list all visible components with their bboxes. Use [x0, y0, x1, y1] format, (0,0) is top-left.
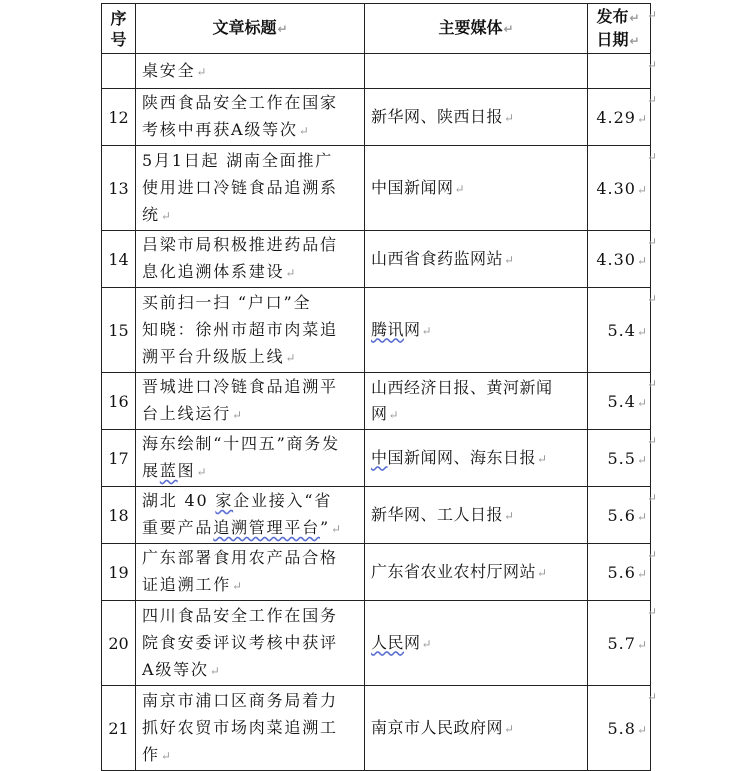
row-num: 16 [102, 373, 136, 430]
header-date-line: 日期↵ [596, 29, 640, 49]
row-title [136, 231, 365, 288]
row-date: 5.4↵ [588, 373, 651, 430]
return-mark-icon: ↵ [646, 92, 657, 107]
row-title [136, 601, 365, 686]
continuation-row [102, 54, 651, 89]
row-media [365, 686, 588, 771]
row-title [136, 487, 365, 544]
media-line: 山西省食药监网站↵ [371, 248, 515, 268]
row-media [365, 146, 588, 231]
table-row [102, 373, 651, 430]
table-row [102, 89, 651, 146]
return-mark-icon: ↵ [646, 604, 657, 619]
return-mark-icon: ↵ [646, 689, 657, 704]
row-num: 20 [102, 601, 136, 686]
table-row [102, 601, 651, 686]
header-num-line: 序 [110, 8, 127, 28]
row-num: 15 [102, 288, 136, 373]
title-line: 南京市浦口区商务局着力 [142, 690, 338, 710]
media-line: 中国新闻网↵ [371, 177, 466, 197]
row-date: 4.29↵ [588, 89, 651, 146]
row-date: 4.30↵ [588, 146, 651, 231]
row-date: 5.6↵ [588, 487, 651, 544]
return-mark-icon: ↵ [646, 234, 657, 249]
header-date [588, 4, 651, 54]
row-title [136, 288, 365, 373]
title-line: 台上线运行↵ [142, 404, 244, 423]
return-mark-icon: ↵ [646, 7, 657, 22]
row-media [365, 601, 588, 686]
row-num: 19 [102, 544, 136, 601]
media-line: 新华网、工人日报↵ [371, 504, 515, 524]
row-date: 5.8↵ [588, 686, 651, 771]
row-num: 21 [102, 686, 136, 771]
row-date [588, 54, 651, 89]
row-media [365, 54, 588, 89]
media-line: 南京市人民政府网↵ [371, 717, 515, 737]
title-line: 晋城进口冷链食品追溯平 [142, 377, 338, 396]
media-line: 中国新闻网、海东日报↵ [371, 447, 548, 467]
table-row [102, 686, 651, 771]
row-num: 18 [102, 487, 136, 544]
return-mark-icon: ↵ [646, 547, 657, 562]
table-row [102, 231, 651, 288]
title-line: 5月1日起 湖南全面推广 [142, 150, 334, 170]
return-mark-icon: ↵ [646, 433, 657, 448]
row-title [136, 373, 365, 430]
row-date: 5.4↵ [588, 288, 651, 373]
title-line: 作↵ [142, 744, 173, 764]
return-mark-icon: ↵ [646, 291, 657, 306]
title-line: 吕梁市局积极推进药品信 [142, 235, 338, 254]
table-row [102, 487, 651, 544]
article-table [101, 3, 651, 771]
header-num-line: 号 [110, 29, 127, 49]
title-line: 证追溯工作↵ [142, 575, 244, 594]
title-line: 溯平台升级版上线↵ [142, 346, 298, 366]
row-media [365, 373, 588, 430]
title-line: 四川食品安全工作在国务 [142, 605, 338, 625]
row-media [365, 231, 588, 288]
row-title: 桌安全↵ [136, 54, 365, 89]
header-title: 文章标题↵ [136, 4, 365, 54]
title-line: 抓好农贸市场肉菜追溯工 [142, 717, 338, 737]
row-title [136, 89, 365, 146]
row-date: 5.5↵ [588, 430, 651, 487]
title-line: 统↵ [142, 204, 173, 224]
table-row [102, 288, 651, 373]
title-line: 广东部署食用农产品合格 [142, 548, 338, 567]
media-line: 腾讯网↵ [371, 319, 433, 339]
title-line: A级等次↵ [142, 659, 222, 679]
media-line: 新华网、陕西日报↵ [371, 106, 515, 126]
row-title [136, 544, 365, 601]
row-num [102, 54, 136, 89]
media-line: 网↵ [371, 403, 400, 423]
header-date-line: 发布↵ [596, 6, 640, 26]
title-line: 考核中再获A级等次↵ [142, 120, 311, 139]
row-date: 5.7↵ [588, 601, 651, 686]
media-line: 山西经济日报、黄河新闻 [371, 377, 553, 397]
title-line: 院食安委评议考核中获评 [142, 632, 338, 652]
return-mark-icon: ↵ [646, 149, 657, 164]
row-num: 14 [102, 231, 136, 288]
title-line: 买前扫一扫 “户口”全 [142, 292, 312, 312]
title-line: 息化追溯体系建设↵ [142, 262, 298, 281]
row-media [365, 430, 588, 487]
row-date: 4.30↵ [588, 231, 651, 288]
title-line: 展蓝图↵ [142, 461, 209, 480]
title-line: 海东绘制“十四五”商务发 [142, 434, 340, 453]
return-mark-icon: ↵ [646, 490, 657, 505]
row-num: 13 [102, 146, 136, 231]
row-title [136, 146, 365, 231]
table-row [102, 146, 651, 231]
row-title [136, 686, 365, 771]
title-line: 湖北 40 家企业接入“省 [142, 491, 333, 510]
table-row [102, 430, 651, 487]
table-row [102, 544, 651, 601]
title-line: 使用进口冷链食品追溯系 [142, 177, 338, 197]
row-num: 12 [102, 89, 136, 146]
row-media [365, 544, 588, 601]
media-line: 广东省农业农村厅网站↵ [371, 561, 548, 581]
row-media [365, 89, 588, 146]
return-mark-icon: ↵ [646, 376, 657, 391]
row-media [365, 288, 588, 373]
row-media [365, 487, 588, 544]
media-line: 人民网↵ [371, 632, 433, 652]
title-line: 重要产品追溯管理平台”↵ [142, 518, 343, 537]
header-num [102, 4, 136, 54]
header-media: 主要媒体↵ [365, 4, 588, 54]
return-mark-icon: ↵ [646, 57, 657, 72]
title-line: 知晓：徐州市超市肉菜追 [142, 319, 338, 339]
title-line: 陕西食品安全工作在国家 [142, 93, 338, 112]
row-date: 5.6↵ [588, 544, 651, 601]
header-row [102, 4, 651, 54]
row-title [136, 430, 365, 487]
row-num: 17 [102, 430, 136, 487]
